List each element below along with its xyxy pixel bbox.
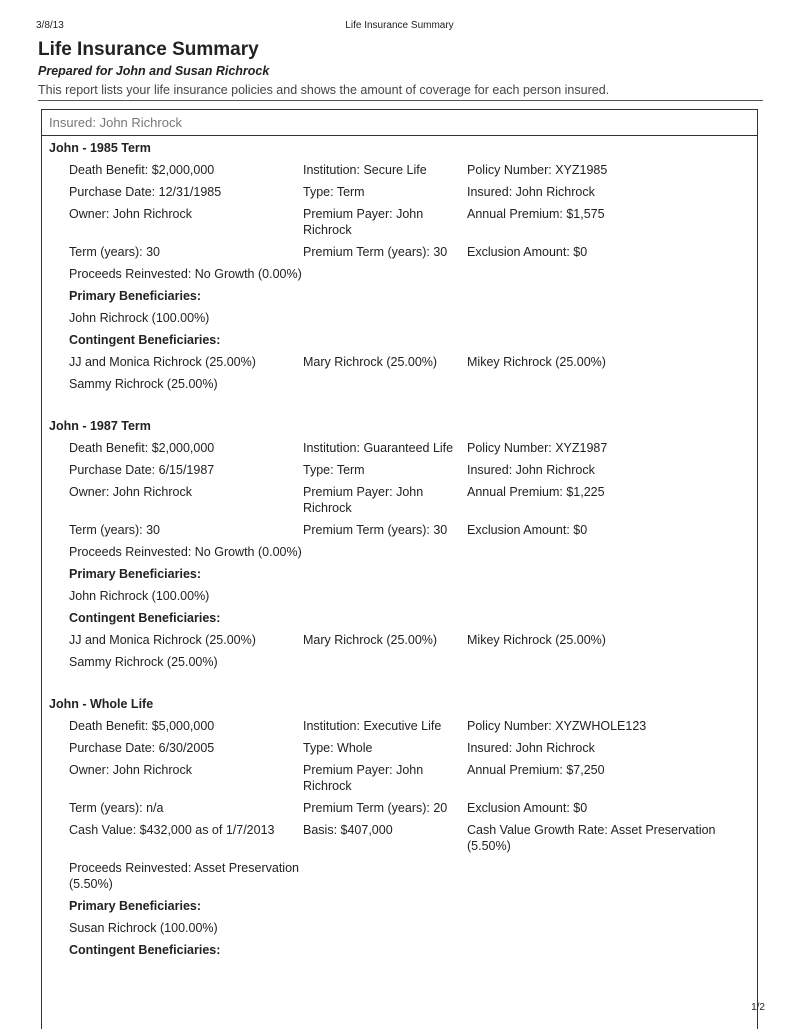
beneficiary: JJ and Monica Richrock (25.00%): [69, 355, 256, 369]
policy-row: [49, 920, 753, 936]
policy-row: [49, 942, 753, 958]
annual-premium: Annual Premium: $7,250: [467, 763, 605, 777]
policy-block: [42, 140, 757, 392]
policy-row: [49, 162, 753, 178]
section-header: Insured: John Richrock: [42, 110, 757, 136]
policy-row: [49, 822, 753, 854]
beneficiary: John Richrock (100.00%): [69, 589, 210, 603]
policy-row: [49, 800, 753, 816]
policy-row: [49, 740, 753, 756]
institution: Institution: Secure Life: [303, 163, 427, 177]
policy-row: [49, 632, 753, 648]
contingent-beneficiaries-label: Contingent Beneficiaries:: [69, 611, 221, 625]
beneficiary: Sammy Richrock (25.00%): [69, 377, 218, 391]
premium-payer: Premium Payer: John Richrock: [303, 485, 424, 515]
policy-type: Type: Whole: [303, 741, 373, 755]
policy-row: [49, 544, 753, 560]
death-benefit: Death Benefit: $2,000,000: [69, 441, 215, 455]
policy-row: [49, 462, 753, 478]
policy-title: John - Whole Life: [49, 697, 154, 711]
policy-row: [49, 310, 753, 326]
insured-section: [41, 109, 758, 1029]
beneficiary: JJ and Monica Richrock (25.00%): [69, 633, 256, 647]
policy-type: Type: Term: [303, 185, 365, 199]
term-years: Term (years): n/a: [69, 801, 164, 815]
insured: Insured: John Richrock: [467, 463, 595, 477]
death-benefit: Death Benefit: $5,000,000: [69, 719, 215, 733]
report-header: [38, 38, 763, 98]
primary-beneficiaries-label: Primary Beneficiaries:: [69, 899, 202, 913]
purchase-date: Purchase Date: 6/15/1987: [69, 463, 215, 477]
policy-row: [49, 184, 753, 200]
policy-number: Policy Number: XYZ1985: [467, 163, 608, 177]
policy-row: [49, 288, 753, 304]
report-title: Life Insurance Summary: [38, 39, 259, 60]
premium-term: Premium Term (years): 30: [303, 523, 448, 537]
institution: Institution: Executive Life: [303, 719, 442, 733]
policy-row: [49, 718, 753, 734]
proceeds-reinvested: Proceeds Reinvested: Asset Preservation (5.50%): [69, 861, 299, 891]
exclusion-amount: Exclusion Amount: $0: [467, 523, 588, 537]
beneficiary: Mary Richrock (25.00%): [303, 633, 438, 647]
primary-beneficiaries-label: Primary Beneficiaries:: [69, 567, 202, 581]
proceeds-reinvested: Proceeds Reinvested: No Growth (0.00%): [69, 545, 302, 559]
policy-block: [42, 696, 757, 958]
report-subtitle: Prepared for John and Susan Richrock: [38, 64, 270, 78]
premium-term: Premium Term (years): 30: [303, 245, 448, 259]
premium-term: Premium Term (years): 20: [303, 801, 448, 815]
premium-payer: Premium Payer: John Richrock: [303, 207, 424, 237]
term-years: Term (years): 30: [69, 523, 160, 537]
institution: Institution: Guaranteed Life: [303, 441, 454, 455]
print-date: 3/8/13: [36, 20, 64, 31]
owner: Owner: John Richrock: [69, 763, 192, 777]
policy-type: Type: Term: [303, 463, 365, 477]
header-divider: [38, 100, 763, 101]
beneficiary: Mikey Richrock (25.00%): [467, 355, 606, 369]
policy-row: [49, 354, 753, 370]
exclusion-amount: Exclusion Amount: $0: [467, 245, 588, 259]
report-description: This report lists your life insurance policies and shows the amount of coverage for each person insured.: [38, 83, 610, 97]
death-benefit: Death Benefit: $2,000,000: [69, 163, 215, 177]
policy-row: [49, 484, 753, 516]
insured: Insured: John Richrock: [467, 185, 595, 199]
policy-title: John - 1987 Term: [49, 419, 151, 433]
policy-row: [49, 654, 753, 670]
beneficiary: Sammy Richrock (25.00%): [69, 655, 218, 669]
policy-row: [49, 898, 753, 914]
cash-value-growth-rate: Cash Value Growth Rate: Asset Preservation (5.50%): [467, 823, 716, 853]
beneficiary: Susan Richrock (100.00%): [69, 921, 218, 935]
policy-row: [49, 376, 753, 392]
print-title: Life Insurance Summary: [345, 20, 454, 31]
owner: Owner: John Richrock: [69, 485, 192, 499]
purchase-date: Purchase Date: 6/30/2005: [69, 741, 215, 755]
owner: Owner: John Richrock: [69, 207, 192, 221]
annual-premium: Annual Premium: $1,575: [467, 207, 605, 221]
beneficiary: Mikey Richrock (25.00%): [467, 633, 606, 647]
premium-payer: Premium Payer: John Richrock: [303, 763, 424, 793]
beneficiary: John Richrock (100.00%): [69, 311, 210, 325]
policy-number: Policy Number: XYZ1987: [467, 441, 608, 455]
policy-row: [49, 588, 753, 604]
purchase-date: Purchase Date: 12/31/1985: [69, 185, 222, 199]
policy-title: John - 1985 Term: [49, 141, 151, 155]
policy-row: [49, 206, 753, 238]
policy-number: Policy Number: XYZWHOLE123: [467, 719, 647, 733]
policy-row: [49, 440, 753, 456]
basis: Basis: $407,000: [303, 823, 393, 837]
policy-row: [49, 266, 753, 282]
insured: Insured: John Richrock: [467, 741, 595, 755]
policy-row: [49, 332, 753, 348]
contingent-beneficiaries-label: Contingent Beneficiaries:: [69, 943, 221, 957]
page-number: 1/2: [751, 1002, 765, 1013]
print-header: [0, 20, 799, 34]
policy-row: [49, 610, 753, 626]
contingent-beneficiaries-label: Contingent Beneficiaries:: [69, 333, 221, 347]
policy-row: [49, 762, 753, 794]
policy-block: [42, 418, 757, 670]
policy-row: [49, 860, 753, 892]
beneficiary: Mary Richrock (25.00%): [303, 355, 438, 369]
policy-row: [49, 566, 753, 582]
term-years: Term (years): 30: [69, 245, 160, 259]
policy-row: [49, 244, 753, 260]
annual-premium: Annual Premium: $1,225: [467, 485, 605, 499]
policy-row: [49, 522, 753, 538]
cash-value: Cash Value: $432,000 as of 1/7/2013: [69, 823, 275, 837]
proceeds-reinvested: Proceeds Reinvested: No Growth (0.00%): [69, 267, 302, 281]
exclusion-amount: Exclusion Amount: $0: [467, 801, 588, 815]
primary-beneficiaries-label: Primary Beneficiaries:: [69, 289, 202, 303]
